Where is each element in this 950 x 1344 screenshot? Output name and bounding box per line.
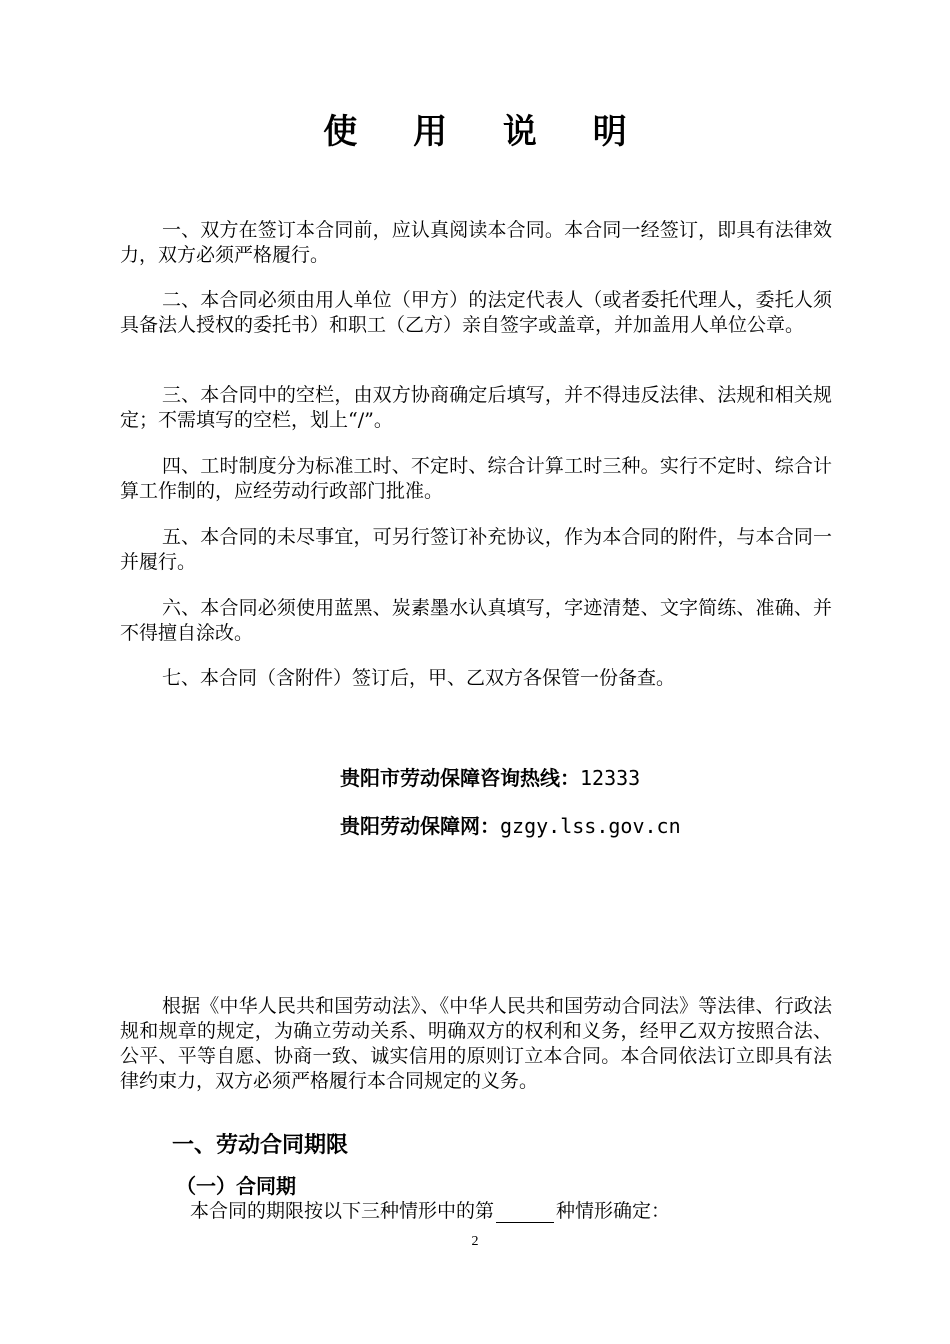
term-line-after: 种情形确定： bbox=[556, 1200, 671, 1222]
page-number: 2 bbox=[471, 1234, 479, 1249]
term-line-before: 本合同的期限按以下三种情形中的第 bbox=[190, 1200, 495, 1222]
instruction-item-7: 七、本合同（含附件）签订后，甲、乙双方各保管一份备查。 bbox=[162, 667, 676, 689]
instruction-item-5: 五、本合同的未尽事宜，可另行签订补充协议，作为本合同的附件，与本合同一并履行。 bbox=[120, 526, 832, 573]
instruction-item-3: 三、本合同中的空栏，由双方协商确定后填写，并不得违反法律、法规和相关规定；不需填写的空栏，划上“/”。 bbox=[120, 384, 832, 431]
term-line bbox=[190, 1196, 670, 1223]
hotline-label: 贵阳市劳动保障咨询热线： bbox=[340, 766, 580, 790]
website-url: gzgy.lss.gov.cn bbox=[500, 814, 681, 838]
term-blank-field[interactable] bbox=[496, 1204, 554, 1223]
hotline-number: 12333 bbox=[580, 766, 641, 790]
page-title: 使 用 说 明 bbox=[323, 112, 649, 152]
hotline bbox=[340, 762, 640, 791]
instruction-item-1: 一、双方在签订本合同前，应认真阅读本合同。本合同一经签订，即具有法律效力，双方必须严格履行。 bbox=[120, 219, 832, 266]
subsection-heading: （一）合同期 bbox=[176, 1174, 296, 1198]
instruction-item-2: 二、本合同必须由用人单位（甲方）的法定代表人（或者委托代理人，委托人须具备法人授权的委托书）和职工（乙方）亲自签字或盖章，并加盖用人单位公章。 bbox=[120, 289, 832, 336]
preamble-paragraph: 根据《中华人民共和国劳动法》、《中华人民共和国劳动合同法》等法律、行政法规和规章的规定，为确立劳动关系、明确双方的权利和义务，经甲乙双方按照合法、公平、平等自愿、协商一致、诚实信用的原则订立本合同。本合同依法订立即具有法律约束力，双方必须严格履行本合同规定的义务。 bbox=[120, 995, 832, 1092]
website-label: 贵阳劳动保障网： bbox=[340, 814, 500, 838]
instruction-item-6: 六、本合同必须使用蓝黑、炭素墨水认真填写，字迹清楚、文字简练、准确、并不得擅自涂改。 bbox=[120, 597, 832, 644]
website bbox=[340, 810, 681, 839]
section-heading: 一、劳动合同期限 bbox=[172, 1133, 349, 1158]
instruction-item-4: 四、工时制度分为标准工时、不定时、综合计算工时三种。实行不定时、综合计算工作制的，应经劳动行政部门批准。 bbox=[120, 455, 832, 502]
